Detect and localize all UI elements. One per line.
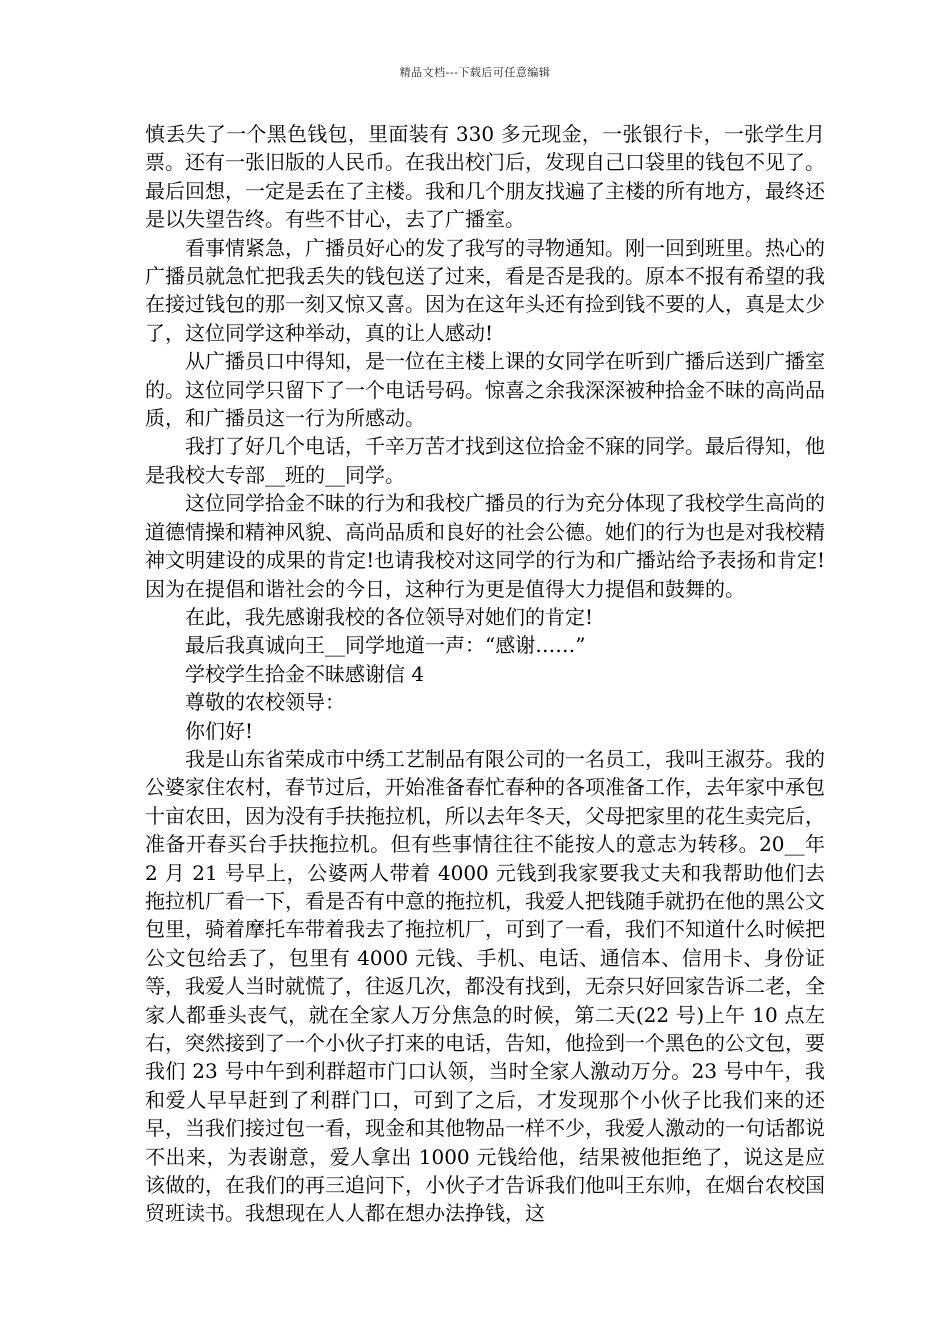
section-title: 学校学生拾金不昧感谢信 4	[185, 661, 425, 686]
paragraph: 慎丢失了一个黑色钱包，里面装有 330 多元现金，一张银行卡，一张学生月票。还有一张旧版的人民币。在我出校门后，发现自己口袋里的钱包不见了。最后回想，一定是丢在了主楼。我和几个朋友找遍了主楼的所有地方，最终还是以失望告终。有些不甘心，去了广播室。	[145, 122, 825, 232]
paragraph: 我是山东省荣成市中绣工艺制品有限公司的一名员工，我叫王淑芬。我的公婆家住农村，春节过后，开始准备春忙春种的各项准备工作，去年家中承包十亩农田，因为没有手扶拖拉机，所以去年冬天，父母把家里的花生卖完后，准备开春买台手扶拖拉机。但有些事情往往不能按人的意志为转移。20__年 2 月 21 号早上，公婆两人带着 4000 元钱到我家要我丈夫和我帮助他们去拖拉机厂看一下，看是否有中意的拖拉机，我爱人把钱随手就扔在他的黑公文包里，骑着摩托车带着我去了拖拉机厂，可到了一看，我们不知道什么时候把公文包给丢了，包里有 4000 元钱、手机、电话、通信本、信用卡、身份证等，我爱人当时就慌了，往返几次，都没有找到，无奈只好回家告诉二老，全家人都垂头丧气，就在全家人万分焦急的时候，第二天(22 号)上午 10 点左右，突然接到了一个小伙子打来的电话，告知，他捡到一个黑色的公文包，要我们 23 号中午到利群超市门口认领，当时全家人激动万分。23 号中午，我和爱人早早赶到了利群门口，可到了之后，才发现那个小伙子比我们来的还早，当我们接过包一看，现金和其他物品一样不少，我爱人激动的一句话都说不出来，为表谢意，爱人拿出 1000 元钱给他，结果被他拒绝了，说这是应该做的，在我们的再三追问下，小伙子才告诉我们他叫王东帅，在烟台农校国贸班读书。我想现在人人都在想办法挣钱，这	[145, 746, 825, 1226]
salutation: 尊敬的农校领导：	[185, 690, 345, 715]
greeting: 你们好!	[185, 718, 254, 743]
paragraph: 这位同学拾金不昧的行为和我校广播员的行为充分体现了我校学生高尚的道德情操和精神风貌、高尚品质和良好的社会公德。她们的行为也是对我校精神文明建设的成果的肯定!也请我校对这同学的行为和广播站给予表扬和肯定!因为在提倡和谐社会的今日，这种行为更是值得大力提倡和鼓舞的。	[145, 491, 825, 601]
paragraph: 最后我真诚向王__同学地道一声：“感谢……”	[185, 633, 586, 658]
paragraph: 我打了好几个电话，千辛万苦才找到这位拾金不寐的同学。最后得知，他是我校大专部__班的__同学。	[145, 434, 825, 487]
page-header: 精品文档---下载后可任意编辑	[399, 66, 551, 79]
paragraph: 在此，我先感谢我校的各位领导对她们的肯定!	[185, 604, 594, 629]
document-body	[145, 120, 825, 1228]
paragraph: 看事情紧急，广播员好心的发了我写的寻物通知。刚一回到班里。热心的广播员就急忙把我丢失的钱包送了过来，看是否是我的。原本不报有希望的我在接过钱包的那一刻又惊又喜。因为在这年头还有捡到钱不要的人，真是太少了，这位同学这种举动，真的让人感动!	[145, 235, 825, 345]
paragraph: 从广播员口中得知，是一位在主楼上课的女同学在听到广播后送到广播室的。这位同学只留下了一个电话号码。惊喜之余我深深被种拾金不昧的高尚品质，和广播员这一行为所感动。	[145, 349, 825, 431]
